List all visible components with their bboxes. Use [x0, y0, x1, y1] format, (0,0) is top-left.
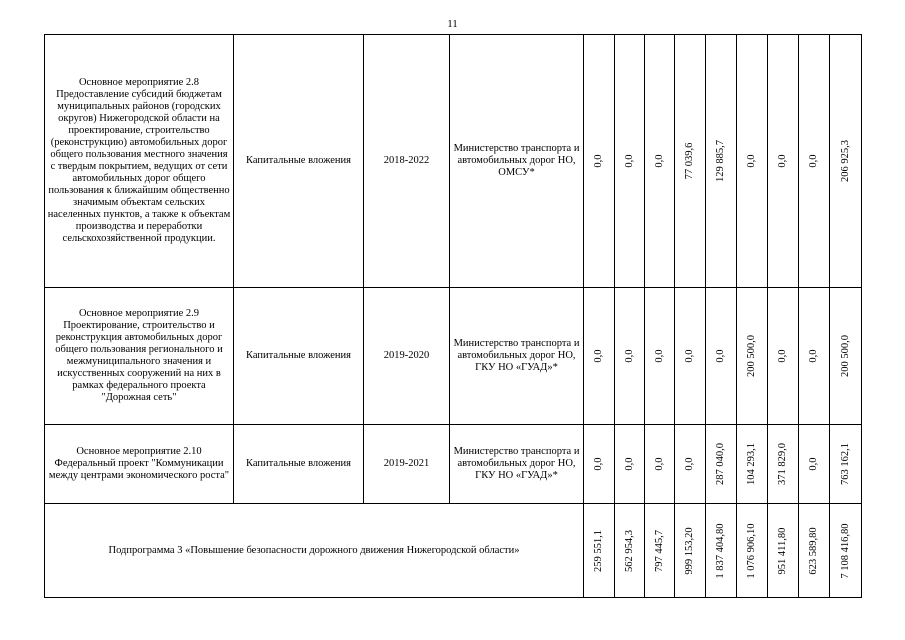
value-cell	[645, 504, 675, 598]
value: 287 040,0	[715, 443, 726, 485]
value-cell	[584, 288, 615, 425]
value: 371 829,0	[777, 443, 788, 485]
value-cell	[645, 35, 675, 288]
period: 2019-2021	[364, 425, 450, 504]
expense-type: Капитальные вложения	[234, 425, 364, 504]
value-cell	[584, 504, 615, 598]
value: 0,0	[593, 349, 604, 363]
value: 200 500,0	[746, 335, 757, 377]
value-cell	[645, 425, 675, 504]
measure-name: Основное мероприятие 2.9 Проектирование, строительство и реконструкция автомобильных дорог общего пользования регионального и межмуниципального значения и искусственных сооружений на них в рамках федерального проекта "Дорожная сеть"	[45, 288, 234, 425]
value-cell	[830, 35, 862, 288]
value-cell	[615, 504, 645, 598]
value-cell	[768, 35, 799, 288]
value: 77 039,6	[684, 142, 695, 180]
value-cell	[799, 425, 830, 504]
value-cell	[799, 504, 830, 598]
value: 0,0	[715, 349, 726, 363]
value-cell	[645, 288, 675, 425]
value: 797 445,7	[653, 529, 665, 572]
value: 0,0	[777, 154, 788, 168]
value-cell	[799, 288, 830, 425]
value: 0,0	[684, 349, 695, 363]
value-cell	[706, 425, 737, 504]
value: 129 885,7	[715, 140, 726, 182]
value: 200 500,0	[839, 335, 851, 377]
value-cell	[615, 425, 645, 504]
value: 562 954,3	[623, 529, 635, 572]
value: 0,0	[746, 154, 757, 168]
value: 0,0	[808, 154, 819, 168]
executor: Министерство транспорта и автомобильных дорог НО, ОМСУ*	[450, 35, 584, 288]
value: 0,0	[653, 154, 665, 168]
value-cell	[737, 504, 768, 598]
value-cell	[737, 35, 768, 288]
value-cell	[768, 504, 799, 598]
executor: Министерство транспорта и автомобильных дорог НО, ГКУ НО «ГУАД»*	[450, 425, 584, 504]
subprogram-title: Подпрограмма 3 «Повышение безопасности дорожного движения Нижегородской области»	[45, 504, 584, 598]
value-cell	[706, 35, 737, 288]
value-cell	[768, 425, 799, 504]
value: 0,0	[653, 349, 665, 363]
value-cell	[830, 504, 862, 598]
value-cell	[675, 288, 706, 425]
value: 259 551,1	[593, 529, 604, 572]
value-cell	[768, 288, 799, 425]
table-row	[45, 35, 862, 288]
value-cell	[706, 288, 737, 425]
value: 0,0	[808, 457, 819, 471]
value: 999 153,20	[684, 526, 695, 575]
page-number: 11	[447, 18, 458, 30]
budget-table	[44, 34, 862, 598]
value-cell	[799, 35, 830, 288]
value: 0,0	[593, 457, 604, 471]
value: 0,0	[623, 154, 635, 168]
value-cell	[675, 425, 706, 504]
value: 0,0	[808, 349, 819, 363]
value: 0,0	[623, 457, 635, 471]
value-cell	[830, 288, 862, 425]
value-cell	[675, 35, 706, 288]
value: 0,0	[623, 349, 635, 363]
value: 951 411,80	[777, 527, 788, 574]
value-cell	[584, 425, 615, 504]
period: 2018-2022	[364, 35, 450, 288]
subprogram-row	[45, 504, 862, 598]
measure-name: Основное мероприятие 2.8 Предоставление субсидий бюджетам муниципальных районов (городских округов) Нижегородской области на проектирование, строительство (реконструкцию) автомобильных дорог общего пользования местного значения с твердым покрытием, ведущих от сети автомобильных дорог общего пользования к ближайшим общественно значимым объектам сельских населенных пунктов, а также к объектам производства и переработки сельскохозяйственной продукции.	[45, 35, 234, 288]
value-cell	[737, 288, 768, 425]
value-cell	[615, 288, 645, 425]
value: 1 076 906,10	[746, 522, 757, 579]
value-cell	[737, 425, 768, 504]
value: 0,0	[593, 154, 604, 168]
value-cell	[706, 504, 737, 598]
value: 206 925,3	[839, 140, 851, 182]
value: 763 162,1	[839, 443, 851, 485]
executor: Министерство транспорта и автомобильных дорог НО, ГКУ НО «ГУАД»*	[450, 288, 584, 425]
value-cell	[675, 504, 706, 598]
period: 2019-2020	[364, 288, 450, 425]
value-cell	[830, 425, 862, 504]
value-cell	[615, 35, 645, 288]
measure-name: Основное мероприятие 2.10 Федеральный проект "Коммуникации между центрами экономического роста"	[45, 425, 234, 504]
value: 0,0	[684, 457, 695, 471]
value: 104 293,1	[746, 443, 757, 485]
value: 0,0	[653, 457, 665, 471]
value-cell	[584, 35, 615, 288]
value: 7 108 416,80	[839, 522, 851, 579]
table-row	[45, 288, 862, 425]
value: 0,0	[777, 349, 788, 363]
expense-type: Капитальные вложения	[234, 288, 364, 425]
expense-type: Капитальные вложения	[234, 35, 364, 288]
value: 623 589,80	[808, 526, 819, 575]
value: 1 837 404,80	[715, 522, 726, 579]
table-row	[45, 425, 862, 504]
